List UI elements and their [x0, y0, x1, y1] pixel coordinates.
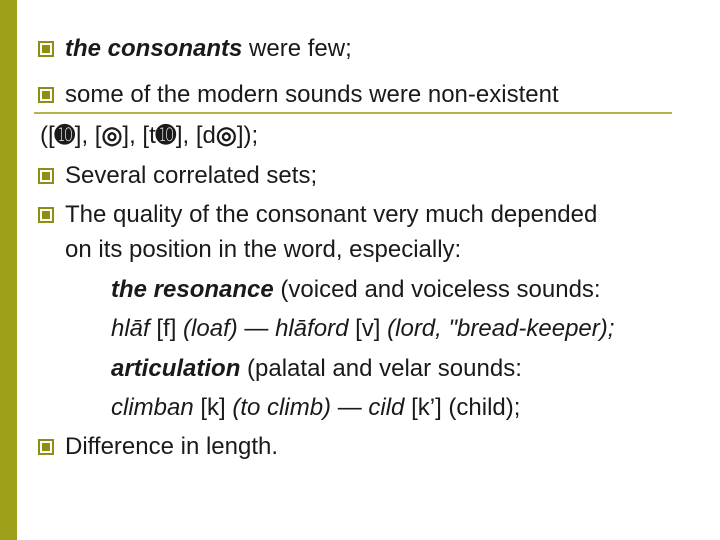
plain-text: (palatal and velar sounds:: [240, 355, 522, 382]
accent-sidebar-bar: [0, 0, 17, 540]
italic-word: hlāf: [111, 315, 150, 342]
emphasis-text: articulation: [111, 355, 241, 382]
phonetic-symbol: ➓: [54, 122, 75, 149]
italic-word: cild: [368, 394, 405, 421]
square-bullet-icon: [38, 41, 54, 57]
phonetic-symbols-line: [40, 122, 258, 150]
bullet-text: some of the modern sounds were non-existent: [65, 81, 559, 108]
square-bullet-icon: [38, 207, 54, 223]
plain-text: ([: [40, 122, 55, 149]
phonetic-symbol: ◎: [215, 122, 237, 149]
title-divider-line: [34, 112, 672, 114]
plain-text: ], [d: [175, 122, 216, 149]
emphasis-text: the resonance: [111, 276, 274, 303]
phonetic-symbol: ➓: [155, 122, 176, 149]
plain-text: [v]: [348, 315, 388, 342]
plain-text: —: [331, 394, 369, 421]
square-bullet-icon: [38, 168, 54, 184]
plain-text: ], [t: [122, 122, 156, 149]
plain-text: [k’] (child);: [404, 394, 521, 421]
bullet-text: Several correlated sets;: [65, 162, 318, 189]
bullet-text: Difference in length.: [65, 433, 279, 460]
plain-text: ], [: [74, 122, 102, 149]
square-bullet-icon: [38, 439, 54, 455]
emphasis-text: the consonants: [65, 35, 243, 62]
plain-text: ]);: [236, 122, 259, 149]
plain-text: were few;: [242, 35, 352, 62]
phonetic-symbol: ◎: [101, 122, 123, 149]
bullet-text: [65, 35, 352, 63]
plain-text: —: [237, 315, 276, 342]
example-text: [111, 315, 614, 343]
italic-word: (loaf): [183, 315, 238, 342]
sub-item-text: [111, 276, 601, 304]
plain-text: (voiced and voiceless sounds:: [273, 276, 601, 303]
bullet-text: The quality of the consonant very much depended: [65, 201, 598, 228]
sub-item-text: [111, 355, 522, 383]
bullet-text: on its position in the word, especially:: [65, 236, 462, 263]
italic-word: climban: [111, 394, 194, 421]
italic-word: hlāford: [275, 315, 349, 342]
plain-text: [k]: [193, 394, 233, 421]
example-text: [111, 394, 520, 422]
plain-text: [f]: [149, 315, 184, 342]
square-bullet-icon: [38, 87, 54, 103]
italic-word: (to climb): [232, 394, 332, 421]
italic-word: (lord, "bread-keeper);: [387, 315, 615, 342]
